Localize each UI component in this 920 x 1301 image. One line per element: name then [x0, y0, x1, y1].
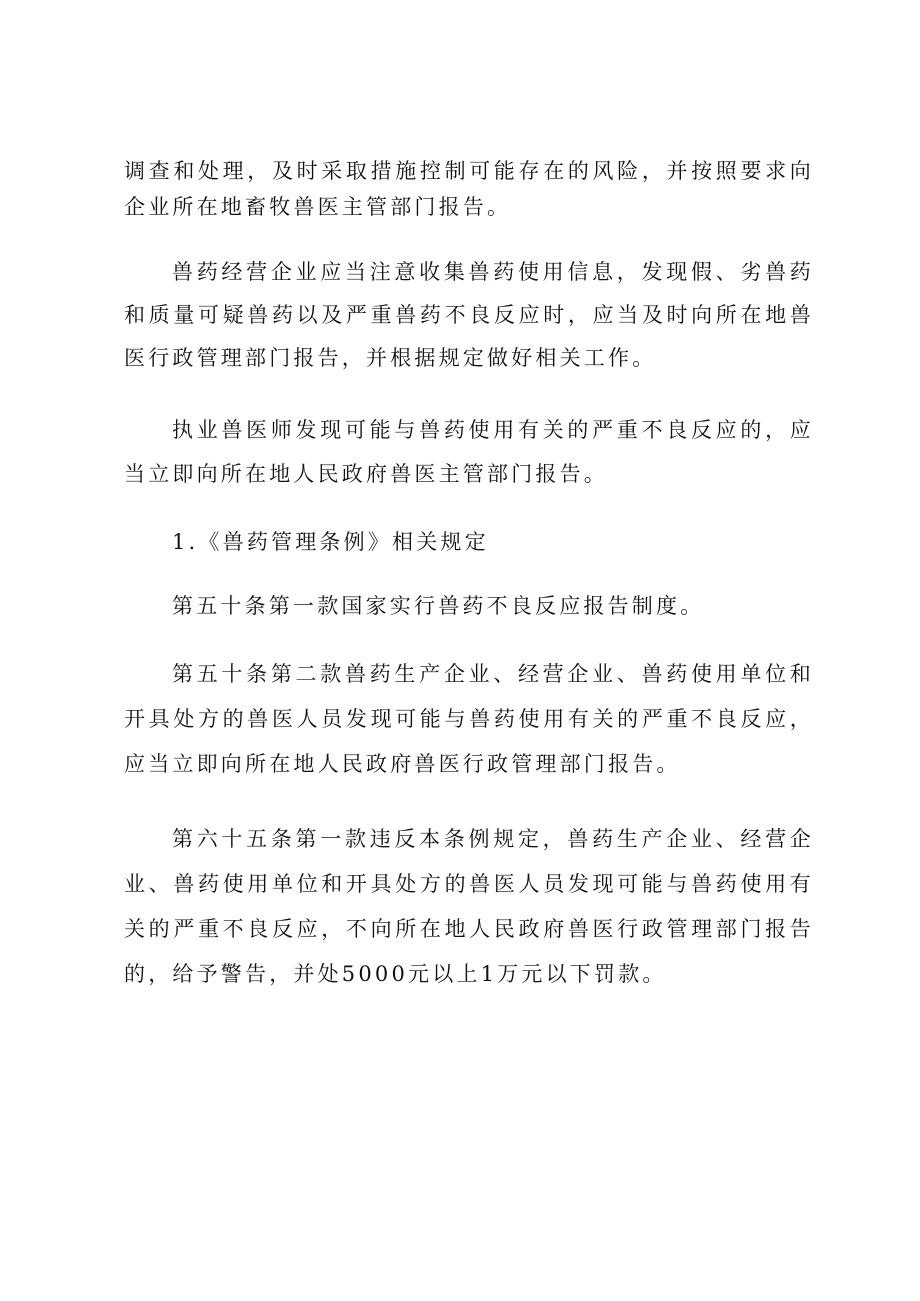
paragraph-dealer-obligation: 兽药经营企业应当注意收集兽药使用信息，发现假、劣兽药和质量可疑兽药以及严重兽药不良反应时，应当及时向所在地兽医行政管理部门报告，并根据规定做好相关工作。 — [124, 260, 814, 370]
paragraph-article-50-1: 第五十条第一款国家实行兽药不良反应报告制度。 — [172, 594, 705, 618]
section-heading-regulations: 1.《兽药管理条例》相关规定 — [172, 530, 489, 554]
document-body — [124, 153, 814, 997]
paragraph-article-65-1: 第六十五条第一款违反本条例规定，兽药生产企业、经营企业、兽药使用单位和开具处方的兽医人员发现可能与兽药使用有关的严重不良反应，不向所在地人民政府兽医行政管理部门报告的，给予警告，并处5000元以上1万元以下罚款。 — [124, 827, 814, 986]
paragraph-article-50-2: 第五十条第二款兽药生产企业、经营企业、兽药使用单位和开具处方的兽医人员发现可能与兽药使用有关的严重不良反应，应当立即向所在地人民政府兽医行政管理部门报告。 — [124, 662, 814, 776]
paragraph-vet-obligation: 执业兽医师发现可能与兽药使用有关的严重不良反应的，应当立即向所在地人民政府兽医主管部门报告。 — [124, 418, 814, 486]
paragraph-continuation: 调查和处理，及时采取措施控制可能存在的风险，并按照要求向企业所在地畜牧兽医主管部门报告。 — [124, 159, 814, 219]
